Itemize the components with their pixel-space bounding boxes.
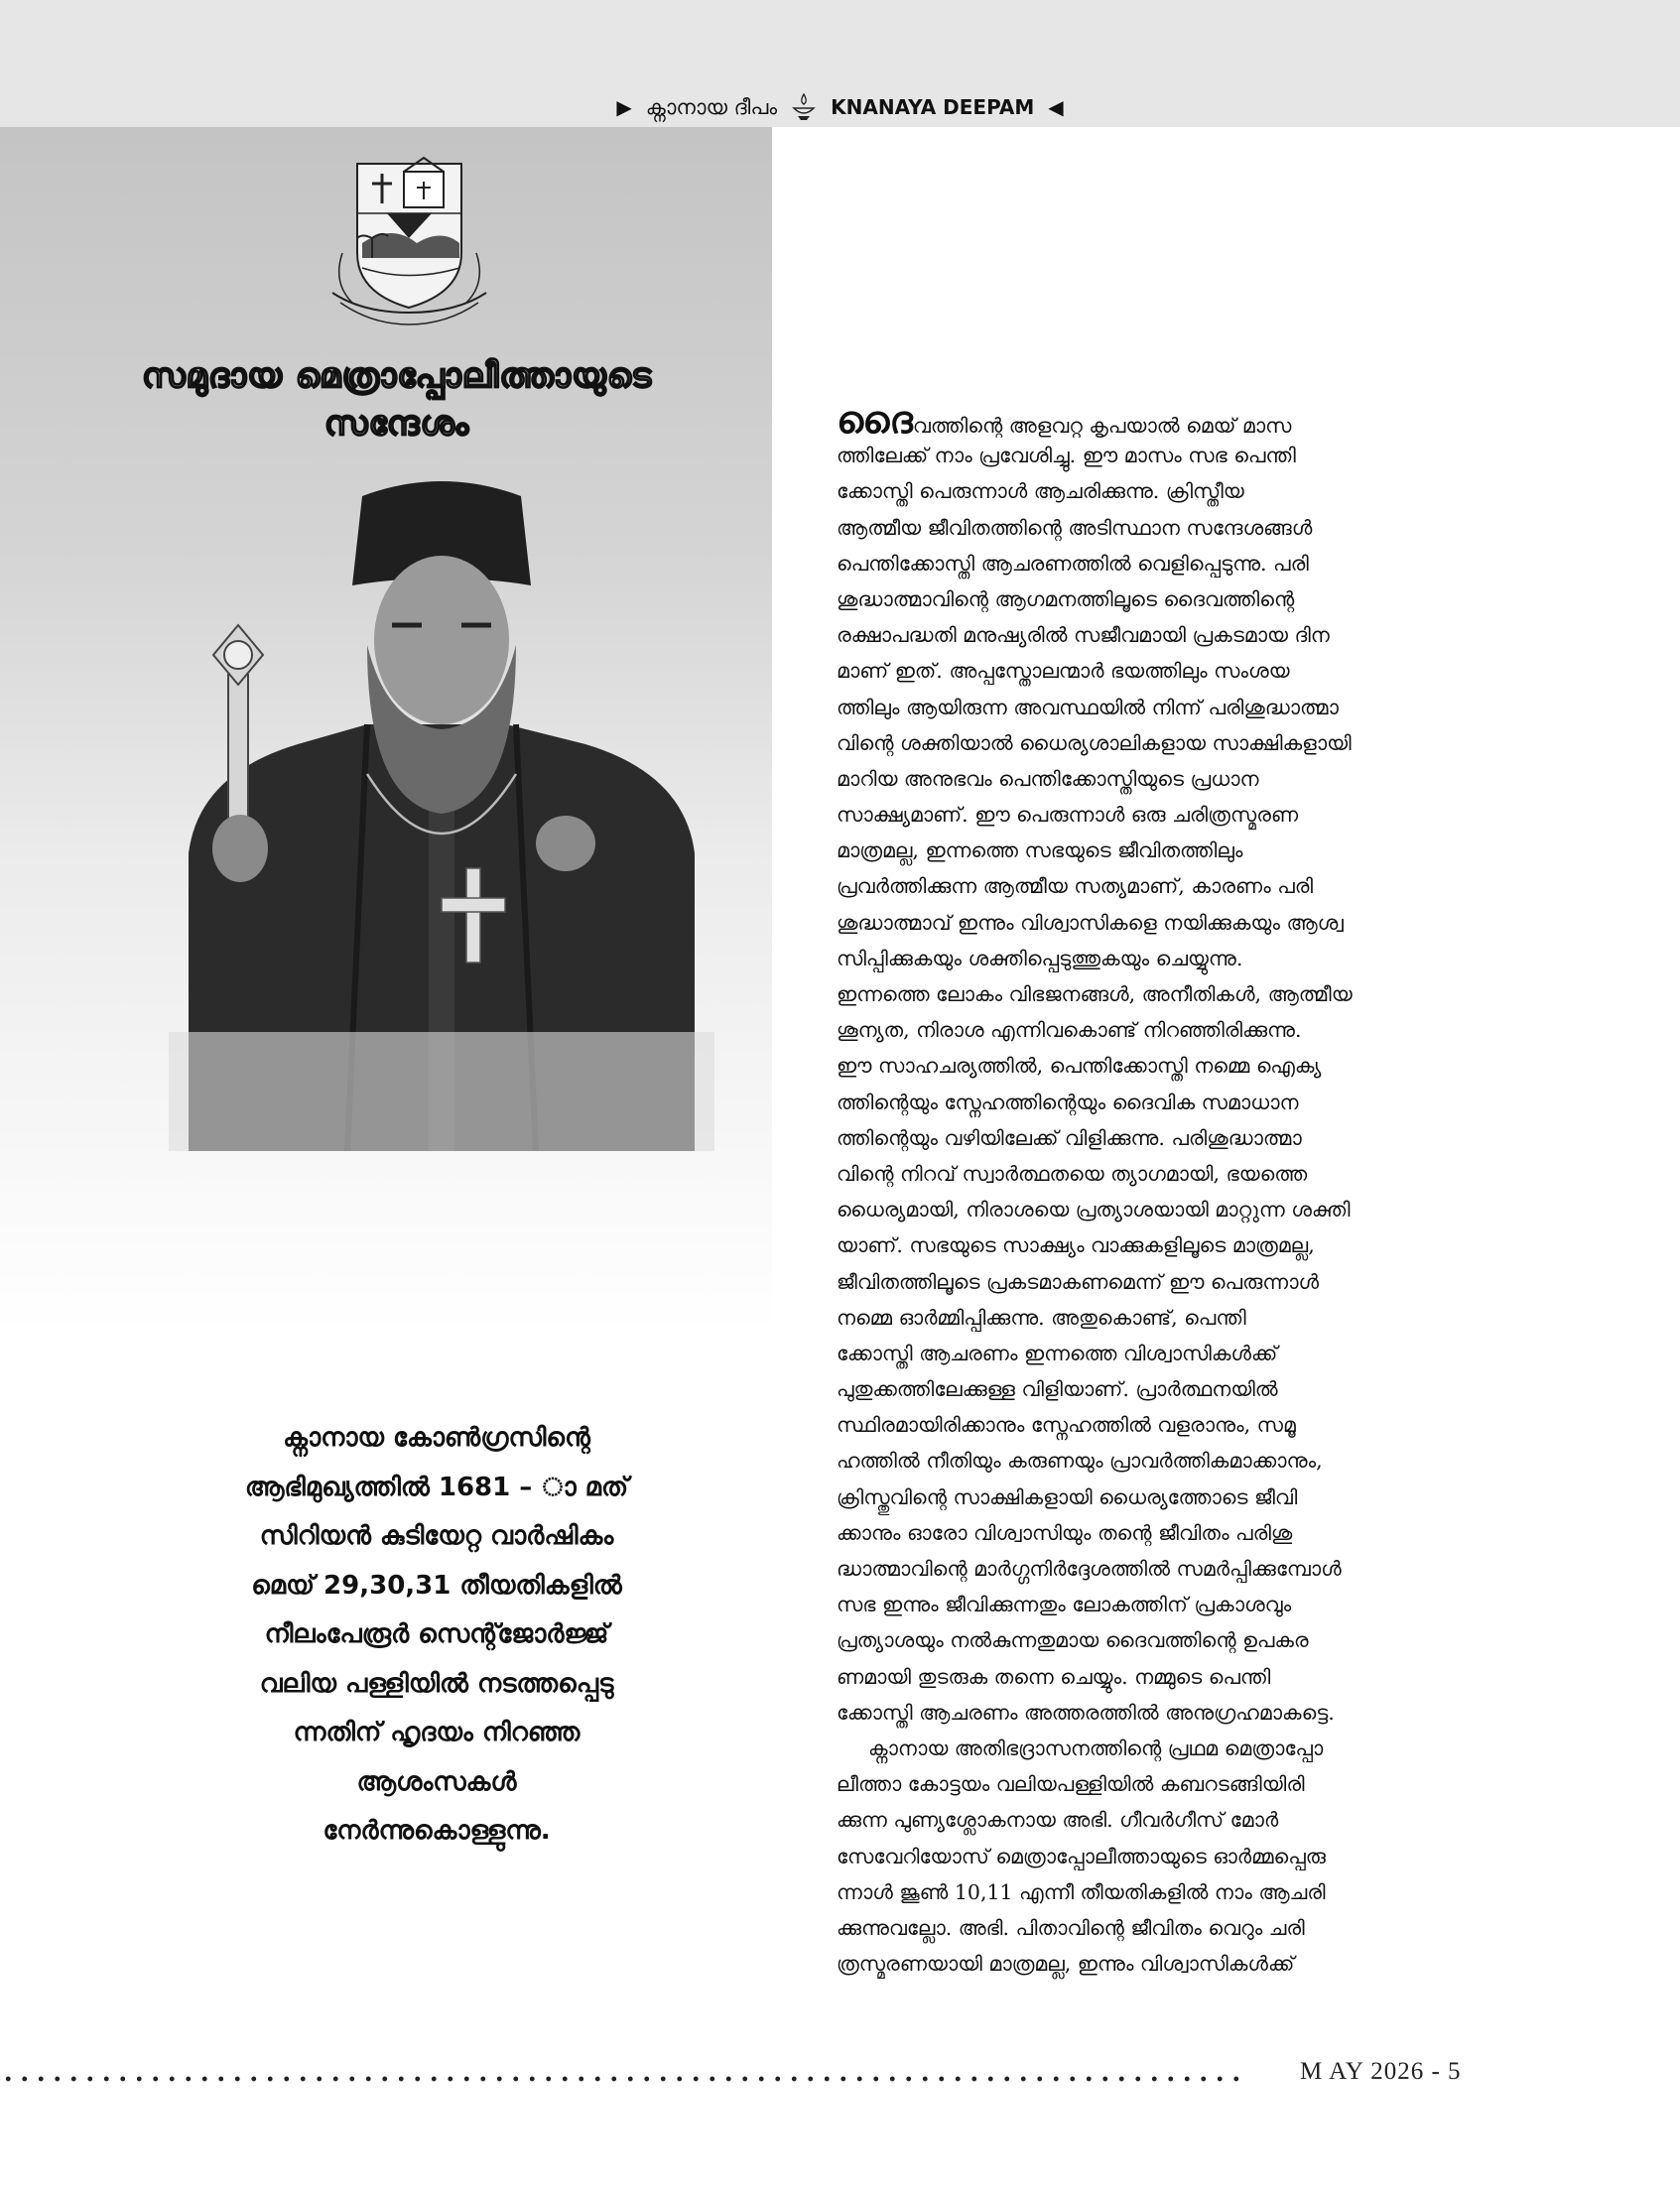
article-line: വിന്റെ ശക്തിയാൽ ധൈര്യശാലികളായ സാക്ഷികളായി <box>837 730 1352 755</box>
article-line: മാത്രമല്ല, ഇന്നത്തെ സഭയുടെ ജീവിതത്തിലും <box>837 838 1243 863</box>
article-line: ശുദ്ധാത്മാവ് ഇന്നും വിശ്വാസികളെ നയിക്കുകയും ആശ്വ <box>837 910 1344 935</box>
article-line: ധൈര്യമായി, നിരാശയെ പ്രത്യാശയായി മാറ്റുന്ന ശക്തി <box>837 1198 1351 1223</box>
article-line: സ്ഥിരമായിരിക്കാനും സ്നേഹത്തിൽ വളരാനും, സമൂ <box>837 1413 1296 1438</box>
archdiocese-emblem <box>323 144 496 332</box>
article-line: മാണ് ഇത്. അപ്പസ്തോലന്മാർ ഭയത്തിലും സംശയ <box>837 659 1290 684</box>
congress-greeting-line: ന്നതിന് ഹൃദയം നിറഞ്ഞ <box>293 1718 581 1747</box>
congress-greeting-line: സിറിയൻ കുടിയേറ്റ വാർഷികം <box>259 1521 614 1551</box>
congress-greeting-line: മെയ് 29,30,31 തീയതികളിൽ <box>251 1570 622 1601</box>
article-line: പ്രത്യാശയും നൽകുന്നതുമായ ദൈവത്തിന്റെ ഉപകര <box>837 1628 1309 1653</box>
article-line: സഭ ഇന്നും ജീവിക്കുന്നതും ലോകത്തിന് പ്രകാശവും <box>837 1593 1292 1617</box>
page-title-line1: സമുദായ മെത്രാപ്പോലീത്തായുടെ <box>141 356 653 396</box>
article-line: ണമായി തുടരുക തന്നെ ചെയ്യും. നമ്മുടെ പെന്തി <box>837 1664 1271 1689</box>
article-line: ക്കോസ്തി ആചരണം ഇന്നത്തെ വിശ്വാസികൾക്ക് <box>837 1341 1278 1365</box>
metropolitan-portrait <box>169 476 714 1151</box>
article-line: ക്കുന്നുവല്ലോ. അഭി. പിതാവിന്റെ ജീവിതം വെറും ചരി <box>837 1915 1305 1940</box>
oil-lamp-icon <box>791 92 817 122</box>
left-arrow-icon: ◀ <box>1048 95 1064 119</box>
footer-dotted-rule <box>0 2074 1240 2084</box>
article-line: ക്കുന്ന പുണ്യശ്ലോകനായ അഭി. ഗീവർഗീസ് മോർ <box>837 1808 1279 1833</box>
article-line: ത്തിലേക്ക് നാം പ്രവേശിച്ചു. ഈ മാസം സഭ പെന്തി <box>837 444 1296 468</box>
magazine-title-en: KNANAYA DEEPAM <box>831 95 1035 119</box>
congress-greeting-line: വലിയ പള്ളിയിൽ നടത്തപ്പെടു <box>259 1668 614 1699</box>
article-line: ത്തിലും ആയിരുന്ന അവസ്ഥയിൽ നിന്ന് പരിശുദ്ധാത്മാ <box>837 695 1339 719</box>
article-line: പ്രവർത്തിക്കുന്ന ആത്മീയ സത്യമാണ്, കാരണം പരി <box>837 874 1314 899</box>
article-line: യാണ്. സഭയുടെ സാക്ഷ്യം വാക്കുകളിലൂടെ മാത്രമല്ല, <box>837 1233 1315 1258</box>
page-title <box>60 352 734 448</box>
article-line: ജീവിതത്തിലൂടെ പ്രകടമാകണമെന്ന് ഈ പെരുന്നാൾ <box>837 1269 1320 1294</box>
article-line: സേവേറിയോസ് മെത്രാപ്പോലീത്തായുടെ ഓർമ്മപ്പെരു <box>837 1844 1326 1868</box>
article-line: രക്ഷാപദ്ധതി മനുഷ്യരിൽ സജീവമായി പ്രകടമായ ദിന <box>837 623 1330 648</box>
page-number: M AY 2026 - 5 <box>1300 2058 1462 2085</box>
article-line: പുതുക്കത്തിലേക്കുള്ള വിളിയാണ്. പ്രാർത്ഥനയിൽ <box>837 1377 1278 1402</box>
right-arrow-icon: ▶ <box>616 95 632 119</box>
congress-greeting-line: നീലംപേരൂർ സെന്റ്ജോർജ്ജ് <box>264 1619 609 1649</box>
article-line: ക്നാനായ അതിഭദ്രാസനത്തിന്റെ പ്രഥമ മെത്രാപ്പോ <box>868 1736 1324 1760</box>
article-line: ഹത്തിൽ നീതിയും കരുണയും പ്രാവർത്തികമാക്കാനും, <box>837 1449 1323 1474</box>
page-title-line2: സന്ദേശം <box>323 404 470 444</box>
article-line: ശൂന്യത, നിരാശ എന്നിവകൊണ്ട് നിറഞ്ഞിരിക്കുന്നു. <box>837 1018 1302 1043</box>
congress-greeting-line: ക്നാനായ കോൺഗ്രസിന്റെ <box>283 1423 590 1453</box>
article-line: ഇന്നത്തെ ലോകം വിഭജനങ്ങൾ, അനീതികൾ, ആത്മീയ <box>837 982 1353 1006</box>
article-line: സാക്ഷ്യമാണ്. ഈ പെരുന്നാൾ ഒരു ചരിത്രസ്മരണ <box>837 803 1299 828</box>
congress-greeting-line: ആശംസകൾ <box>356 1766 517 1797</box>
article-line: ത്തിന്റെയും സ്നേഹത്തിന്റെയും ദൈവിക സമാധാന <box>837 1090 1299 1114</box>
magazine-title-ml: ക്നാനായ ദീപം <box>645 94 778 119</box>
article-line: നമ്മെ ഓർമ്മിപ്പിക്കുന്നു. അതുകൊണ്ട്, പെന്തി <box>837 1305 1246 1330</box>
congress-greeting-line: നേർന്നുകൊള്ളുന്നു. <box>323 1816 551 1846</box>
article-line: ദ്ധാത്മാവിന്റെ മാർഗ്ഗനിർദ്ദേശത്തിൽ സമർപ്പിക്കുമ്പോൾ <box>837 1557 1342 1581</box>
article-first-line <box>837 402 1565 438</box>
congress-greeting <box>228 1414 645 1857</box>
article-line: ന്നാൾ ജൂൺ 10,11 എന്നീ തീയതികളിൽ നാം ആചരി <box>837 1879 1326 1904</box>
article-line: വിന്റെ നിറവ് സ്വാർത്ഥതയെ ത്യാഗമായി, ഭയത്തെ <box>837 1161 1308 1186</box>
page-header <box>0 87 1680 127</box>
article-line: ശുദ്ധാത്മാവിന്റെ ആഗമനത്തിലൂടെ ദൈവത്തിന്റെ <box>837 586 1295 611</box>
dropcap: ദൈ <box>837 402 913 439</box>
message-article <box>837 402 1565 1982</box>
article-line: പെന്തിക്കോസ്തി ആചരണത്തിൽ വെളിപ്പെടുന്നു. പരി <box>837 551 1309 576</box>
article-line: സിപ്പിക്കുകയും ശക്തിപ്പെടുത്തുകയും ചെയ്യുന്നു. <box>837 946 1243 970</box>
article-line: ക്കോസ്തി പെരുന്നാൾ ആചരിക്കുന്നു. ക്രിസ്തീയ <box>837 479 1244 504</box>
article-first-line-text: വത്തിന്റെ അളവറ്റ കൃപയാൽ മെയ് മാസ <box>912 414 1292 438</box>
article-line: മാറിയ അനുഭവം പെന്തിക്കോസ്തിയുടെ പ്രധാന <box>837 766 1259 791</box>
article-line: ഈ സാഹചര്യത്തിൽ, പെന്തിക്കോസ്തി നമ്മെ ഐക്യ <box>837 1054 1322 1079</box>
article-line: ക്കോസ്തി ആചരണം അത്തരത്തിൽ അനുഗ്രഹമാകട്ടെ. <box>837 1700 1335 1725</box>
article-line: ക്കാനും ഓരോ വിശ്വാസിയും തന്റെ ജീവിതം പരിശു <box>837 1520 1293 1545</box>
article-line: ക്രിസ്തുവിന്റെ സാക്ഷികളായി ധൈര്യത്തോടെ ജീവി <box>837 1484 1298 1509</box>
article-line: ത്രസ്മരണയായി മാത്രമല്ല, ഇന്നും വിശ്വാസികൾക്ക് <box>837 1952 1295 1977</box>
article-line: ലീത്താ കോട്ടയം വലിയപള്ളിയിൽ കബറടങ്ങിയിരി <box>837 1772 1305 1797</box>
congress-greeting-line: ആഭിമുഖ്യത്തിൽ 1681 – ാ മത് <box>244 1472 629 1502</box>
article-line: ത്തിന്റെയും വഴിയിലേക്ക് വിളിക്കുന്നു. പരിശുദ്ധാത്മാ <box>837 1125 1302 1150</box>
article-line: ആത്മീയ ജീവിതത്തിന്റെ അടിസ്ഥാന സന്ദേശങ്ങൾ <box>837 515 1313 540</box>
